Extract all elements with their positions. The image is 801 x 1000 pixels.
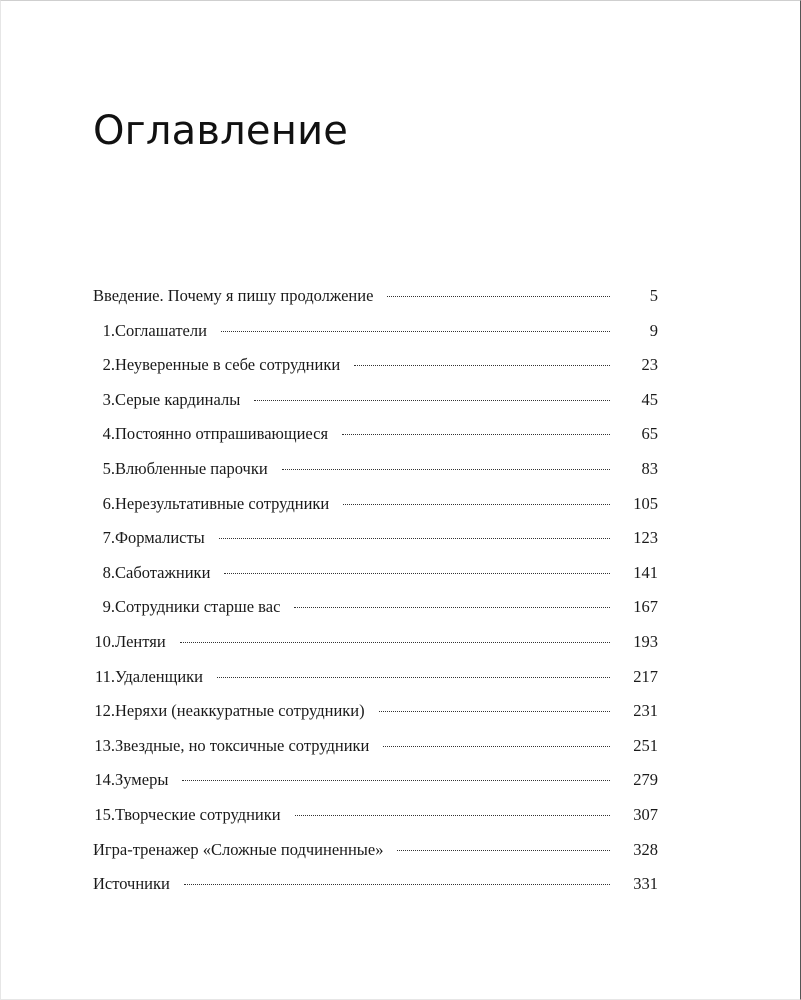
toc-entry-number: 11.	[94, 666, 115, 686]
toc-entry-number: 1.	[102, 320, 115, 340]
toc-entry-title: Игра-тренажер «Сложные подчиненные»	[93, 839, 384, 859]
dot-leader	[180, 642, 610, 643]
toc-entry-title: Неуверенные в себе сотрудники	[115, 355, 341, 375]
toc-entry	[93, 736, 658, 771]
toc-entry-title: Влюбленные парочки	[115, 458, 268, 478]
toc-entry-number: 14.	[94, 770, 115, 790]
toc-entry-number: 8.	[102, 562, 115, 582]
toc-entry-title: Нерезультативные сотрудники	[115, 493, 330, 513]
dot-leader	[184, 884, 610, 885]
dot-leader	[282, 469, 610, 470]
toc-entry	[93, 528, 658, 563]
toc-entry-page-number: 23	[641, 355, 658, 375]
dot-leader	[294, 607, 610, 608]
dot-leader	[387, 296, 610, 297]
toc-entry-number: 6.	[102, 493, 115, 513]
toc-entry	[93, 459, 658, 494]
dot-leader	[343, 504, 610, 505]
toc-entry-page-number: 331	[633, 874, 658, 894]
toc-entry-page-number: 141	[633, 562, 658, 582]
toc-entry-page-number: 9	[649, 320, 658, 340]
toc-entry-number: 7.	[102, 528, 115, 548]
toc-entry-page-number: 105	[633, 493, 658, 513]
toc-entry-page-number: 251	[633, 735, 658, 755]
dot-leader	[342, 434, 610, 435]
toc-entry	[93, 355, 658, 390]
toc-entry-number: 5.	[102, 458, 115, 478]
toc-entry-number: 4.	[102, 424, 115, 444]
toc-entry	[93, 667, 658, 702]
toc-entry-number: 9.	[102, 597, 115, 617]
toc-entry-title: Источники	[93, 874, 170, 894]
toc-entry-title: Зумеры	[115, 770, 169, 790]
toc-entry-number: 3.	[102, 389, 115, 409]
page-title: Оглавление	[93, 108, 349, 154]
toc-entry-number: 10.	[94, 631, 115, 651]
toc-entry-title: Лентяи	[115, 631, 166, 651]
toc-entry	[93, 390, 658, 425]
toc-entry-title: Формалисты	[115, 528, 205, 548]
toc-entry	[93, 286, 658, 321]
toc-entry-title: Серые кардиналы	[115, 389, 241, 409]
dot-leader	[354, 365, 610, 366]
toc-entry-page-number: 231	[633, 701, 658, 721]
toc-entry	[93, 563, 658, 598]
toc-entry	[93, 840, 658, 875]
toc-entry	[93, 874, 658, 909]
dot-leader	[379, 711, 610, 712]
toc-entry	[93, 805, 658, 840]
toc-entry-page-number: 83	[641, 458, 658, 478]
toc-entry	[93, 770, 658, 805]
toc-entry-number: 13.	[94, 735, 115, 755]
toc-entry-title: Постоянно отпрашивающиеся	[115, 424, 329, 444]
toc-entry-page-number: 45	[641, 389, 658, 409]
dot-leader	[295, 815, 610, 816]
toc-entry	[93, 597, 658, 632]
toc-entry-page-number: 279	[633, 770, 658, 790]
dot-leader	[383, 746, 610, 747]
toc-entry-page-number: 328	[633, 839, 658, 859]
toc-entry-number: 2.	[102, 355, 115, 375]
table-of-contents	[93, 286, 658, 909]
toc-entry-title: Введение. Почему я пишу продолжение	[93, 286, 374, 305]
dot-leader	[182, 780, 610, 781]
dot-leader	[221, 331, 610, 332]
toc-entry-title: Саботажники	[115, 562, 211, 582]
dot-leader	[254, 400, 610, 401]
toc-entry	[93, 632, 658, 667]
toc-entry-number: 12.	[94, 701, 115, 721]
toc-entry	[93, 494, 658, 529]
toc-entry	[93, 424, 658, 459]
dot-leader	[217, 677, 610, 678]
toc-entry-page-number: 5	[649, 286, 658, 305]
toc-entry	[93, 701, 658, 736]
toc-entry-page-number: 217	[633, 666, 658, 686]
dot-leader	[397, 850, 610, 851]
toc-entry-page-number: 123	[633, 528, 658, 548]
dot-leader	[219, 538, 610, 539]
toc-entry-title: Сотрудники старше вас	[115, 597, 281, 617]
toc-entry-page-number: 193	[633, 631, 658, 651]
toc-entry-number: 15.	[94, 804, 115, 824]
dot-leader	[224, 573, 610, 574]
toc-entry-title: Звездные, но токсичные сотрудники	[115, 735, 370, 755]
toc-entry-title: Соглашатели	[115, 320, 207, 340]
toc-entry	[93, 321, 658, 356]
toc-entry-page-number: 307	[633, 804, 658, 824]
toc-entry-title: Неряхи (неаккуратные сотрудники)	[115, 701, 365, 721]
toc-entry-title: Творческие сотрудники	[115, 804, 281, 824]
toc-entry-title: Удаленщики	[115, 666, 204, 686]
toc-entry-page-number: 65	[641, 424, 658, 444]
toc-entry-page-number: 167	[633, 597, 658, 617]
